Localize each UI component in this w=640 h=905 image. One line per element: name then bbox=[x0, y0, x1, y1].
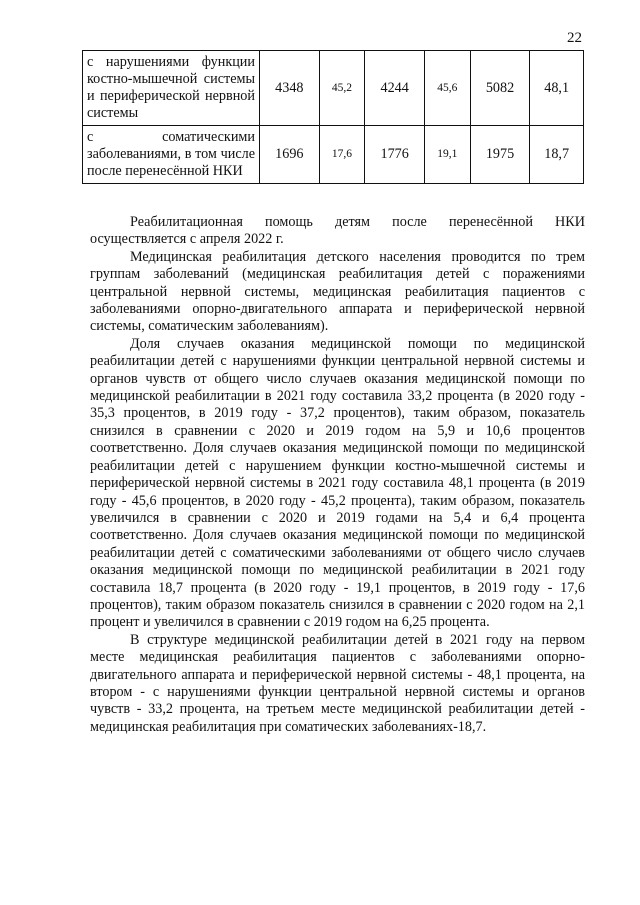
paragraph: Реабилитационная помощь детям после перенесённой НКИ осуществляется с апреля 2022 г. bbox=[90, 214, 585, 248]
row-label: с нарушениями функции костно-мышечной системы и периферической нервной системы bbox=[83, 51, 260, 126]
table-cell: 1696 bbox=[260, 126, 320, 184]
table-row bbox=[83, 126, 584, 184]
table-cell: 45,6 bbox=[424, 51, 470, 126]
table-cell: 1776 bbox=[365, 126, 425, 184]
table-cell: 5082 bbox=[470, 51, 530, 126]
paragraph: Доля случаев оказания медицинской помощи по медицинской реабилитации детей с нарушениями функции центральной нервной системы и органов чувств от общего число случаев оказания медицинской помощи по медицинской реабилитации в 2021 году составила 33,2 процента (в 2020 году - 35,3 процентов, в 2019 году - 37,2 процентов), таким образом, показатель снизился в сравнении с 2020 и 2019 годом на 5,9 и 10,6 процентов соответственно. Доля случаев оказания медицинской помощи по медицинской реабилитации детей с нарушением функции костно-мышечной системы и периферической нервной системы в 2021 году составила 48,1 процента (в 2019 году - 45,6 процентов, в 2020 году - 45,2 процента), таким образом, показатель увеличился в сравнении с 2020 и 2019 годами на 5,4 и 6,4 процента соответственно. Доля случаев оказания медицинской помощи по медицинской реабилитации детей с соматическими заболеваниями от общего число случаев оказания медицинской помощи по медицинской реабилитации в 2021 году составила 18,7 процента (в 2020 году - 19,1 процентов, в 2019 году - 17,6 процентов), таким образом показатель снизился в сравнении с 2020 годом на 2,1 процент и увеличился в сравнении с 2019 годом на 6,25 процента. bbox=[90, 335, 585, 631]
table-cell: 1975 bbox=[470, 126, 530, 184]
paragraph: Медицинская реабилитация детского населения проводится по трем группам заболеваний (медицинская реабилитация детей с поражениями центральной нервной системы, медицинская реабилитация пациентов с заболеваниями опорно-двигательного аппарата и периферической нервной системы, соматическим заболеваниям). bbox=[90, 248, 585, 335]
table-cell: 48,1 bbox=[530, 51, 584, 126]
table-cell: 18,7 bbox=[530, 126, 584, 184]
page-number: 22 bbox=[567, 30, 582, 46]
table-cell: 45,2 bbox=[319, 51, 365, 126]
table-cell: 17,6 bbox=[319, 126, 365, 184]
table-cell: 4244 bbox=[365, 51, 425, 126]
statistics-table bbox=[82, 50, 584, 184]
table-cell: 19,1 bbox=[424, 126, 470, 184]
row-label: с соматическими заболеваниями, в том числе после перенесённой НКИ bbox=[83, 126, 260, 184]
body-text bbox=[90, 214, 585, 736]
paragraph: В структуре медицинской реабилитации детей в 2021 году на первом месте медицинская реабилитация пациентов с заболеваниями опорно-двигательного аппарата и периферической нервной системы - 48,1 процента, на втором - с нарушениями функции центральной нервной системы и органов чувств - 33,2 процента, на третьем месте медицинской реабилитации детей - медицинская реабилитация при соматических заболеваниях-18,7. bbox=[90, 631, 585, 735]
table-row bbox=[83, 51, 584, 126]
table-cell: 4348 bbox=[260, 51, 320, 126]
